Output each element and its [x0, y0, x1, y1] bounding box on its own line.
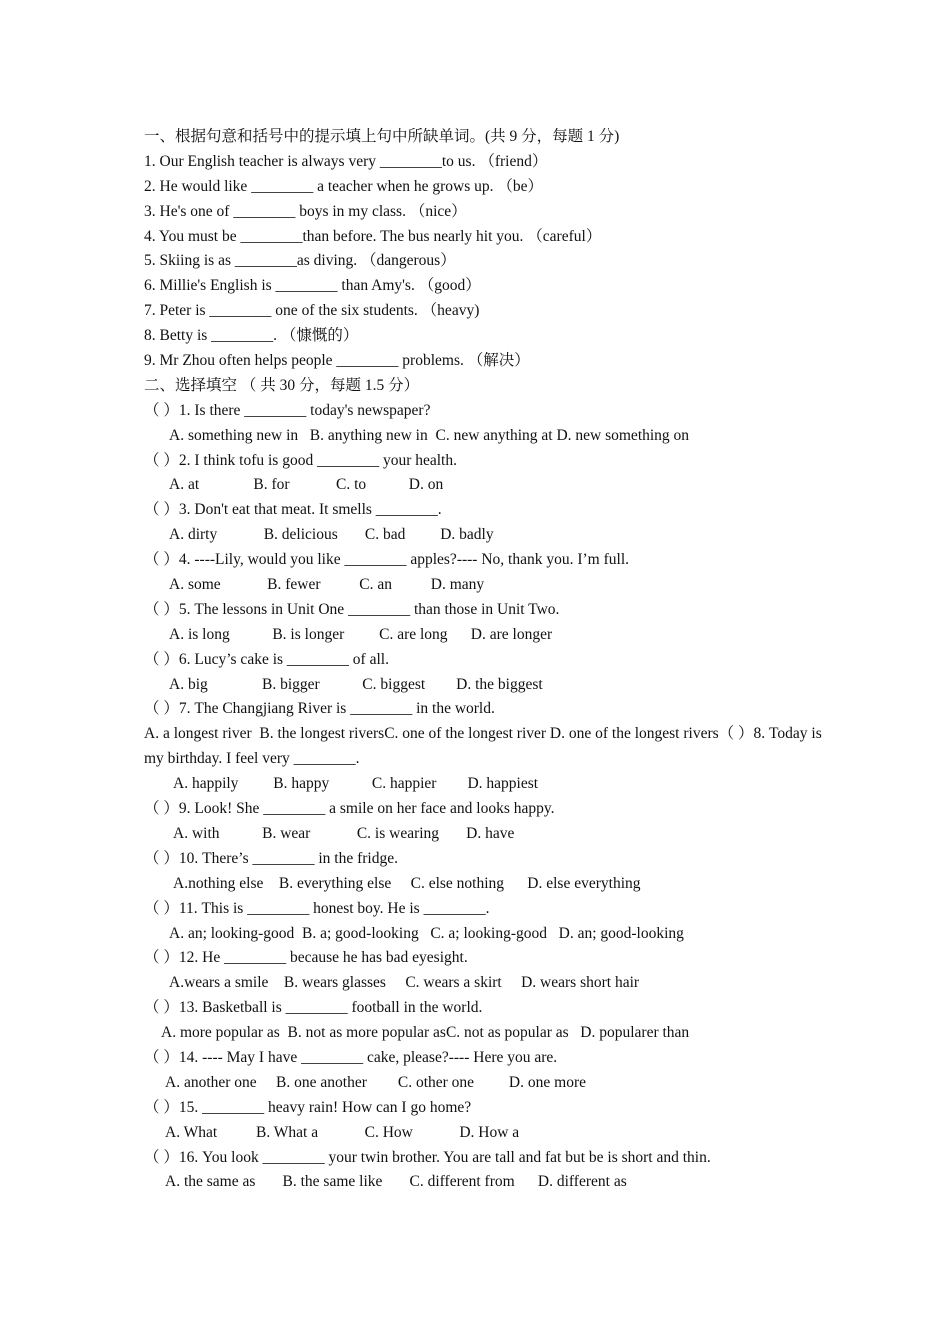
worksheet-line: A. the same as B. the same like C. different from D. different as	[165, 1173, 627, 1191]
worksheet-line: 2. He would like ________ a teacher when he grows up. （be）	[144, 177, 544, 195]
worksheet-page	[144, 125, 834, 1195]
worksheet-line: 8. Betty is ________. （慷慨的）	[144, 327, 359, 345]
worksheet-line: A. What B. What a C. How D. How a	[165, 1123, 520, 1141]
worksheet-line: （ ）2. I think tofu is good ________ your health.	[144, 451, 457, 469]
worksheet-line: （ ）11. This is ________ honest boy. He is ________.	[144, 899, 490, 917]
worksheet-line: 1. Our English teacher is always very ________to us. （friend）	[144, 152, 548, 170]
worksheet-line: 一、根据句意和括号中的提示填上句中所缺单词。(共 9 分，每题 1 分)	[144, 128, 620, 145]
worksheet-line: （ ）3. Don't eat that meat. It smells ________.	[144, 501, 442, 519]
worksheet-line: （ ）6. Lucy’s cake is ________ of all.	[144, 650, 389, 668]
worksheet-line: （ ）5. The lessons in Unit One ________ than those in Unit Two.	[144, 600, 560, 618]
worksheet-line: 4. You must be ________than before. The bus nearly hit you. （careful）	[144, 227, 602, 245]
worksheet-line: （ ）13. Basketball is ________ football in the world.	[144, 999, 483, 1017]
worksheet-line: （ ）12. He ________ because he has bad eyesight.	[144, 949, 468, 967]
worksheet-line: （ ）15. ________ heavy rain! How can I go home?	[144, 1098, 472, 1116]
worksheet-line: 5. Skiing is as ________as diving. （dangerous）	[144, 252, 456, 270]
worksheet-line: （ ）7. The Changjiang River is ________ in the world.	[144, 700, 495, 718]
worksheet-line: （ ）9. Look! She ________ a smile on her face and looks happy.	[144, 800, 555, 818]
worksheet-line: 7. Peter is ________ one of the six students. （heavy)	[144, 302, 480, 320]
worksheet-line: 6. Millie's English is ________ than Amy's. （good）	[144, 277, 481, 295]
worksheet-line: A. an; looking-good B. a; good-looking C. a; looking-good D. an; good-looking	[169, 924, 684, 942]
worksheet-line: A. a longest river B. the longest riversC. one of the longest river D. one of the longest rivers（ ）8. Today is my birthday. I feel very ________.	[144, 725, 826, 768]
worksheet-line: （ ）1. Is there ________ today's newspaper?	[144, 401, 431, 419]
worksheet-line: A.wears a smile B. wears glasses C. wears a skirt D. wears short hair	[169, 974, 640, 992]
worksheet-line: A. is long B. is longer C. are long D. are longer	[169, 625, 553, 643]
worksheet-line: A.nothing else B. everything else C. else nothing D. else everything	[173, 874, 641, 892]
worksheet-line: A. big B. bigger C. biggest D. the biggest	[169, 675, 543, 693]
worksheet-line: A. with B. wear C. is wearing D. have	[173, 824, 515, 842]
worksheet-line: （ ）4. ----Lily, would you like ________ apples?---- No, thank you. I’m full.	[144, 551, 629, 569]
worksheet-line: 3. He's one of ________ boys in my class. （nice）	[144, 202, 467, 220]
worksheet-line: A. at B. for C. to D. on	[169, 476, 444, 494]
worksheet-line: A. dirty B. delicious C. bad D. badly	[169, 526, 494, 544]
worksheet-line: （ ）10. There’s ________ in the fridge.	[144, 849, 398, 867]
worksheet-line: A. something new in B. anything new in C. new anything at D. new something on	[169, 426, 690, 444]
worksheet-line: A. some B. fewer C. an D. many	[169, 576, 485, 594]
worksheet-line: 9. Mr Zhou often helps people ________ problems. （解决）	[144, 352, 530, 370]
worksheet-line: 二、选择填空 （ 共 30 分，每题 1.5 分）	[144, 376, 420, 394]
worksheet-line: A. happily B. happy C. happier D. happiest	[173, 775, 539, 793]
worksheet-line: A. another one B. one another C. other one D. one more	[165, 1073, 586, 1091]
worksheet-line: （ ）16. You look ________ your twin brother. You are tall and fat but be is short and thin.	[144, 1148, 711, 1166]
worksheet-line: （ ）14. ---- May I have ________ cake, please?---- Here you are.	[144, 1048, 558, 1066]
worksheet-line: A. more popular as B. not as more popular asC. not as popular as D. popularer than	[161, 1024, 690, 1042]
